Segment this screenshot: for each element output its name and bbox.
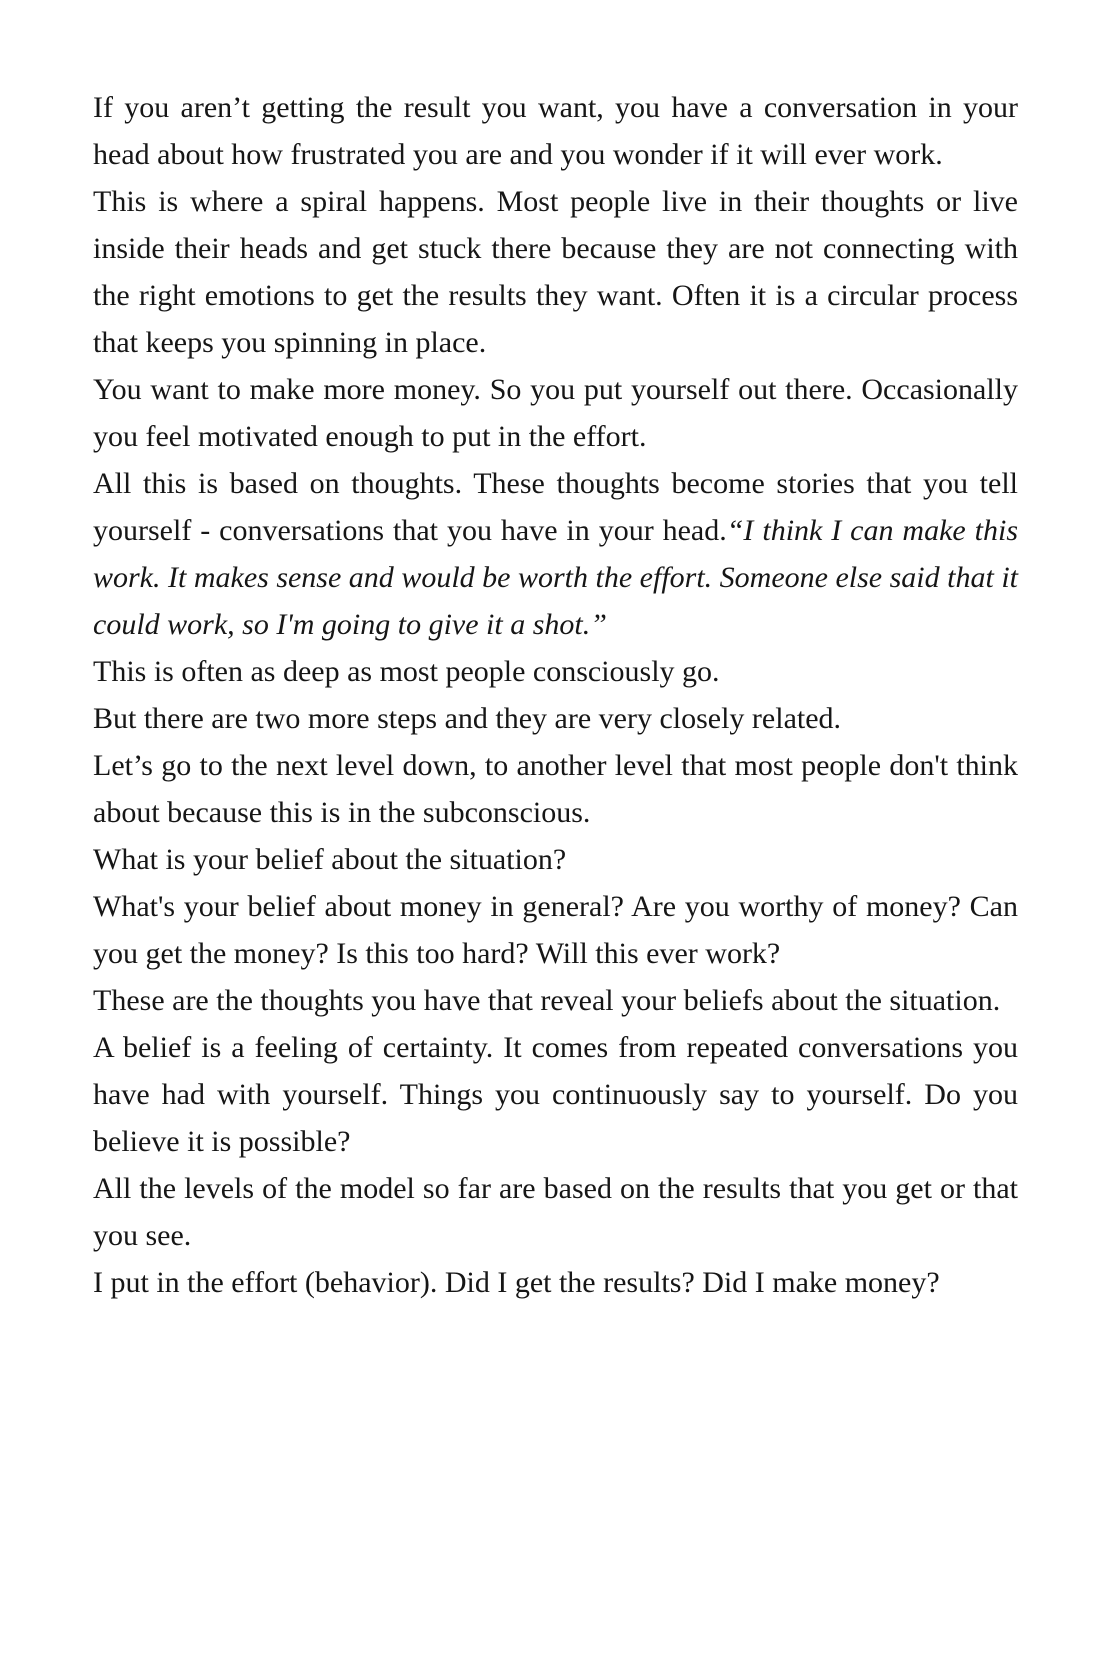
paragraph bbox=[93, 460, 1018, 648]
body-text: This is often as deep as most people consciously go. bbox=[93, 655, 720, 688]
body-text: But there are two more steps and they are very closely related. bbox=[93, 702, 842, 735]
body-text: I put in the effort (behavior). Did I get the results? Did I make money? bbox=[93, 1266, 940, 1299]
paragraph bbox=[93, 366, 1018, 460]
body-text: These are the thoughts you have that reveal your beliefs about the situation. bbox=[93, 984, 1001, 1017]
body-text: This is where a spiral happens. Most people live in their thoughts or live inside their heads and get stuck there because they are not connecting with the right emotions to get the results they want. Often it is a circular process that keeps you spinning in place. bbox=[93, 185, 1018, 359]
body-text: Let’s go to the next level down, to another level that most people don't think about because this is in the subconscious. bbox=[93, 749, 1018, 829]
paragraph bbox=[93, 648, 1018, 695]
paragraph bbox=[93, 977, 1018, 1024]
body-text: If you aren’t getting the result you want, you have a conversation in your head about how frustrated you are and you wonder if it will ever work. bbox=[93, 91, 1018, 171]
paragraph bbox=[93, 84, 1018, 178]
body-text: You want to make more money. So you put yourself out there. Occasionally you feel motivated enough to put in the effort. bbox=[93, 373, 1018, 453]
paragraph bbox=[93, 836, 1018, 883]
paragraph bbox=[93, 742, 1018, 836]
inner-dialogue-quote-text: “I think I can make this work. It makes sense and would be worth the effort. Someone else said that it could work, so I'm going to give it a shot.” bbox=[93, 514, 1018, 641]
paragraph bbox=[93, 178, 1018, 366]
paragraph bbox=[93, 883, 1018, 977]
body-text: All this is based on thoughts. These thoughts become stories that you tell yourself - conversations that you have in your head. bbox=[93, 467, 1018, 547]
body-text: What's your belief about money in general? Are you worthy of money? Can you get the money? Is this too hard? Will this ever work? bbox=[93, 890, 1018, 970]
paragraph bbox=[93, 1165, 1018, 1259]
text-column bbox=[93, 84, 1018, 1306]
paragraph bbox=[93, 1259, 1018, 1306]
paragraph bbox=[93, 1024, 1018, 1165]
body-text: A belief is a feeling of certainty. It comes from repeated conversations you have had with yourself. Things you continuously say to yourself. Do you believe it is possible? bbox=[93, 1031, 1018, 1158]
body-text: All the levels of the model so far are based on the results that you get or that you see. bbox=[93, 1172, 1018, 1252]
body-text: What is your belief about the situation? bbox=[93, 843, 567, 876]
paragraph bbox=[93, 695, 1018, 742]
